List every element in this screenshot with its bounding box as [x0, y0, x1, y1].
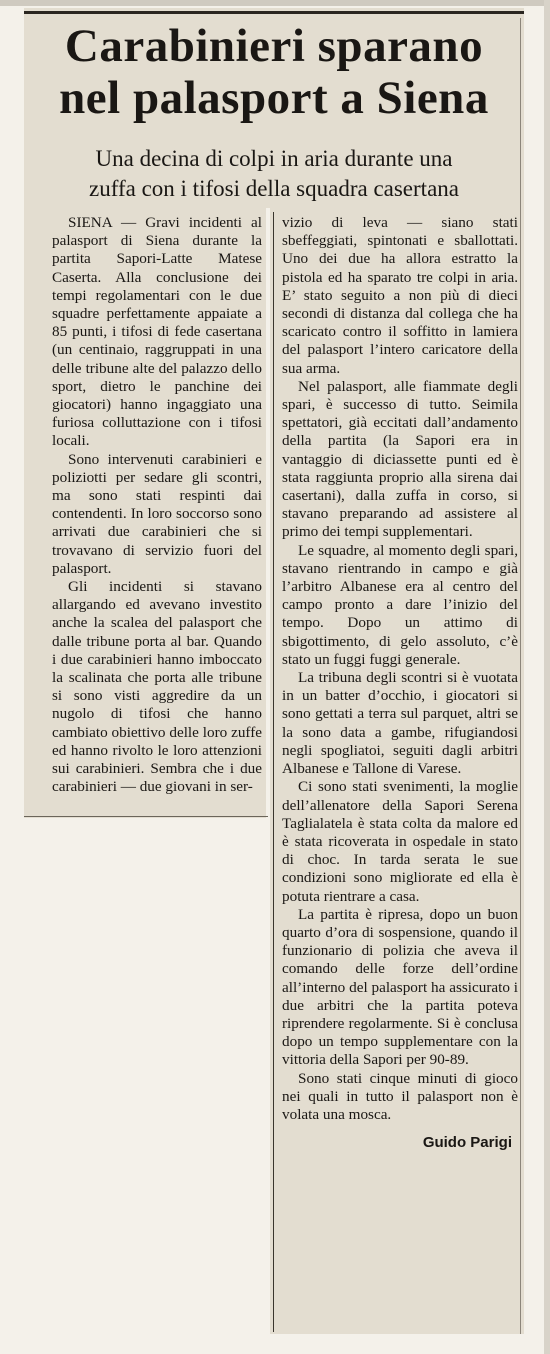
paragraph: Nel palasport, alle fiammate degli spari, è successo di tutto. Seimila spettatori, già eccitati dall’andamento della partita (la Sapori era in vantaggio di diciassette punti ed è stata raggiunta proprio alla sirena dai casertani), dalla zuffa in corso, si stavano preparando ad assistere al primo dei tempi supplementari.: [282, 377, 518, 541]
paragraph: Gli incidenti si stavano allargando ed avevano investito anche la scalea del palasport che dalle tribune porta al bar. Quando i due carabinieri hanno imboccato la scalinata che porta alle tribune si sono visti aggredire da un nugolo di tifosi che hanno cambiato obiettivo delle loro zuffe ed hanno rivolto le loro attenzioni sui carabinieri. Sembra che i due carabinieri — due giovani in ser-: [52, 578, 262, 796]
paragraph: La tribuna degli scontri si è vuotata in un batter d’occhio, i giocatori si sono gettati a terra sul parquet, altri se la sono data a gambe, rifugiandosi negli spogliatoi, seguiti dagli arbitri Albanese e Tallone di Varese.: [282, 669, 518, 778]
top-rule: [24, 11, 524, 14]
newspaper-clipping: [24, 8, 524, 1334]
paragraph: Sono stati cinque minuti di gioco nei quali in tutto il palasport non è volata una mosca.: [282, 1069, 518, 1123]
scan-edge-top: [0, 0, 550, 6]
subheadline: [34, 144, 514, 204]
clipping-right-edge: [520, 18, 521, 1334]
subheadline-line-1: Una decina di colpi in aria durante una: [95, 146, 453, 171]
paragraph: Sono intervenuti carabinieri e poliziotti per sedare gli scontri, ma sono stati respinti dai contendenti. In loro soccorso sono arrivati due carabinieri che si trovavano di servizio fuori del palasport.: [52, 450, 262, 577]
headline-line-1: Carabinieri sparano: [64, 20, 484, 72]
paragraph: La partita è ripresa, dopo un buon quarto d’ora di sospensione, quando il funzionario di polizia che aveva il comando delle forze dell’ordine all’interno del palasport ha assicurato i due arbitri che la partita poteva riprendere regolarmente. Si è conclusa dopo un tempo supplementare con la vittoria della Sapori per 90-89.: [282, 905, 518, 1069]
headline-line-2: nel palasport a Siena: [59, 72, 489, 124]
article-column-1: [24, 206, 266, 818]
paragraph: vizio di leva — siano stati sbeffeggiati, spintonati e sballottati. Uno dei due ha allora estratto la pistola ed ha sparato tre colpi in aria. E’ stato seguito a non più di dieci secondi di distanza dal collega che ha scaricato contro il soffitto in lamiera del palasport l’intero caricatore della sua arma.: [282, 214, 518, 377]
byline-signature: Guido Parigi: [422, 1134, 512, 1152]
column-1-end-rule: [24, 816, 268, 817]
paragraph: Ci sono stati svenimenti, la moglie dell’allenatore della Sapori Serena Taglialatela è stata colta da malore ed è stata ricoverata in ospedale in stato di choc. In tarda serata le sue condizioni sono migliorate ed ella è potuta rientrare a casa.: [282, 778, 518, 905]
paragraph: Le squadre, al momento degli spari, stavano rientrando in campo e già l’arbitro Albanese era al centro del campo pronto a dare l’inizio del tempo. Dopo un attimo di sbigottimento, di gelo assoluto, c’è stato un fuggi fuggi generale.: [282, 541, 518, 668]
subheadline-line-2: zuffa con i tifosi della squadra casertana: [89, 176, 459, 201]
article-column-2: [270, 206, 524, 1334]
column-divider: [273, 212, 274, 1332]
scan-edge-right: [544, 0, 550, 1354]
paragraph: SIENA — Gravi incidenti al palasport di Siena durante la partita Sapori-Latte Matese Caserta. Alla conclusione dei tempi regolamentari con le due squadre perfettamente appaiate a 85 punti, i tifosi di fede casertana (un centinaio, raggruppati in una delle tribune alte del palazzo dello sport, dietro le panchine dei giocatori) hanno ingaggiato una furiosa colluttazione con i tifosi locali.: [52, 214, 262, 450]
headline: [30, 20, 518, 124]
